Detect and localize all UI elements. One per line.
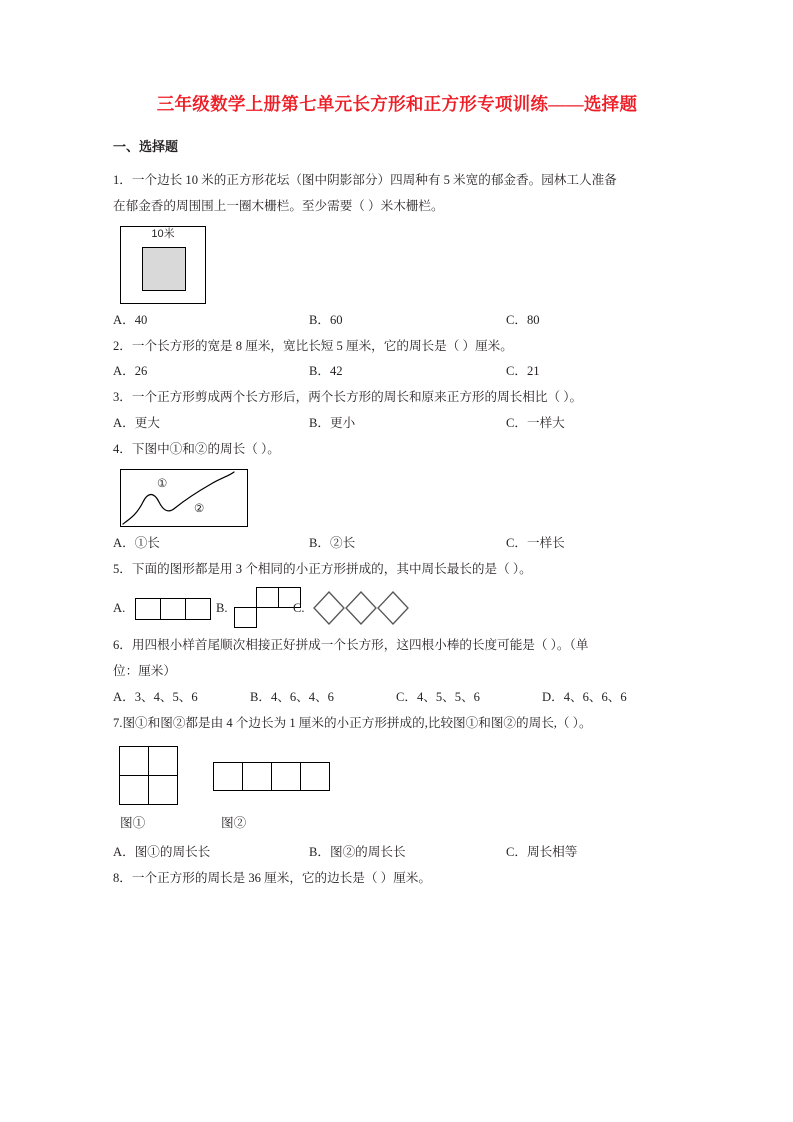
option-a[interactable]: A．26 [113,364,148,379]
figure-1-square-grid [119,746,177,804]
question-3-line-1: 3．一个正方形剪成两个长方形后，两个长方形的周长和原来正方形的周长相比（ ）。 [113,390,583,405]
question-7 [113,711,681,867]
option-c[interactable]: C．4、5、5、6 [396,689,480,704]
option-a[interactable]: A．40 [113,312,148,327]
question-4 [113,437,681,557]
question-4-line-1: 4．下图中①和②的周长（ ）。 [113,442,280,457]
flowerbed-side-label: 10米 [151,227,175,240]
shape-three-diamonds[interactable] [313,591,409,630]
option-b[interactable]: B．42 [309,364,343,379]
question-7-figures [113,746,681,838]
question-4-options [113,531,681,557]
question-3-options [113,411,681,437]
option-c[interactable]: C．21 [506,364,540,379]
dividing-curve-icon [121,470,247,526]
question-7-line-1: 7.图①和图②都是由 4 个边长为 1 厘米的小正方形拼成的,比较图①和图②的周长,（ ）。 [113,715,592,730]
region-label-2: ② [194,503,205,516]
question-1-line-2: 在郁金香的周围围上一圈木栅栏。至少需要（ ）米木栅栏。 [113,198,444,213]
option-a[interactable]: A．3、4、5、6 [113,689,198,704]
option-c[interactable]: C．周长相等 [506,845,578,860]
flowerbed-shaded-square [142,247,186,291]
question-8 [113,866,681,892]
option-a[interactable]: A．更大 [113,416,160,431]
figure-2-square-row [213,762,329,791]
option-d[interactable]: D．4、6、6、6 [542,689,627,704]
figure-1-caption: 图① [120,816,146,831]
option-c[interactable]: C．一样长 [506,536,565,551]
question-2-line-1: 2．一个长方形的宽是 8 厘米，宽比长短 5 厘米，它的周长是（ ）厘米。 [113,338,513,353]
question-5 [113,557,681,631]
option-b-label[interactable]: B. [216,600,228,615]
diamonds-icon [313,591,409,625]
option-a[interactable]: A．①长 [113,536,160,551]
page-title: 三年级数学上册第七单元长方形和正方形专项训练——选择题 [156,94,638,114]
option-a[interactable]: A．图①的周长长 [113,845,211,860]
question-7-options [113,840,681,866]
flowerbed-diagram [120,226,206,304]
question-1-options [113,308,681,334]
page-content [113,92,681,892]
question-2 [113,334,681,386]
option-b[interactable]: B．更小 [309,416,356,431]
question-1-line-1: 1．一个边长 10 米的正方形花坛（图中阴影部分）四周种有 5 米宽的郁金香。园林工人准备 [113,173,617,187]
question-6-line-1: 6．用四根小样首尾顺次相接正好拼成一个长方形，这四根小棒的长度可能是（ ）。（单 [113,637,589,652]
question-6-options [113,685,681,711]
question-2-options [113,359,681,385]
question-3 [113,385,681,437]
option-b[interactable]: B．60 [309,312,343,327]
option-b[interactable]: B．4、6、4、6 [250,689,334,704]
option-c-label[interactable]: C. [293,600,305,615]
question-5-figures [113,587,681,631]
question-1-figure [113,226,681,304]
option-a-label[interactable]: A. [113,600,126,615]
curve-divided-rectangle [120,469,248,527]
option-c[interactable]: C．80 [506,312,540,327]
question-8-line-1: 8．一个正方形的周长是 36 厘米，它的边长是（ ）厘米。 [113,871,431,886]
question-4-figure [113,469,681,527]
question-6 [113,633,681,711]
option-b[interactable]: B．图②的周长长 [309,845,406,860]
figure-2-caption: 图② [221,816,247,831]
question-6-line-2: 位：厘米） [113,663,176,678]
question-5-line-1: 5．下面的图形都是用 3 个相同的小正方形拼成的，其中周长最长的是（ ）。 [113,562,532,577]
region-label-1: ① [157,478,168,491]
section-heading: 一、选择题 [113,138,179,154]
option-b[interactable]: B．②长 [309,536,356,551]
option-c[interactable]: C．一样大 [506,416,565,431]
question-1 [113,168,681,334]
